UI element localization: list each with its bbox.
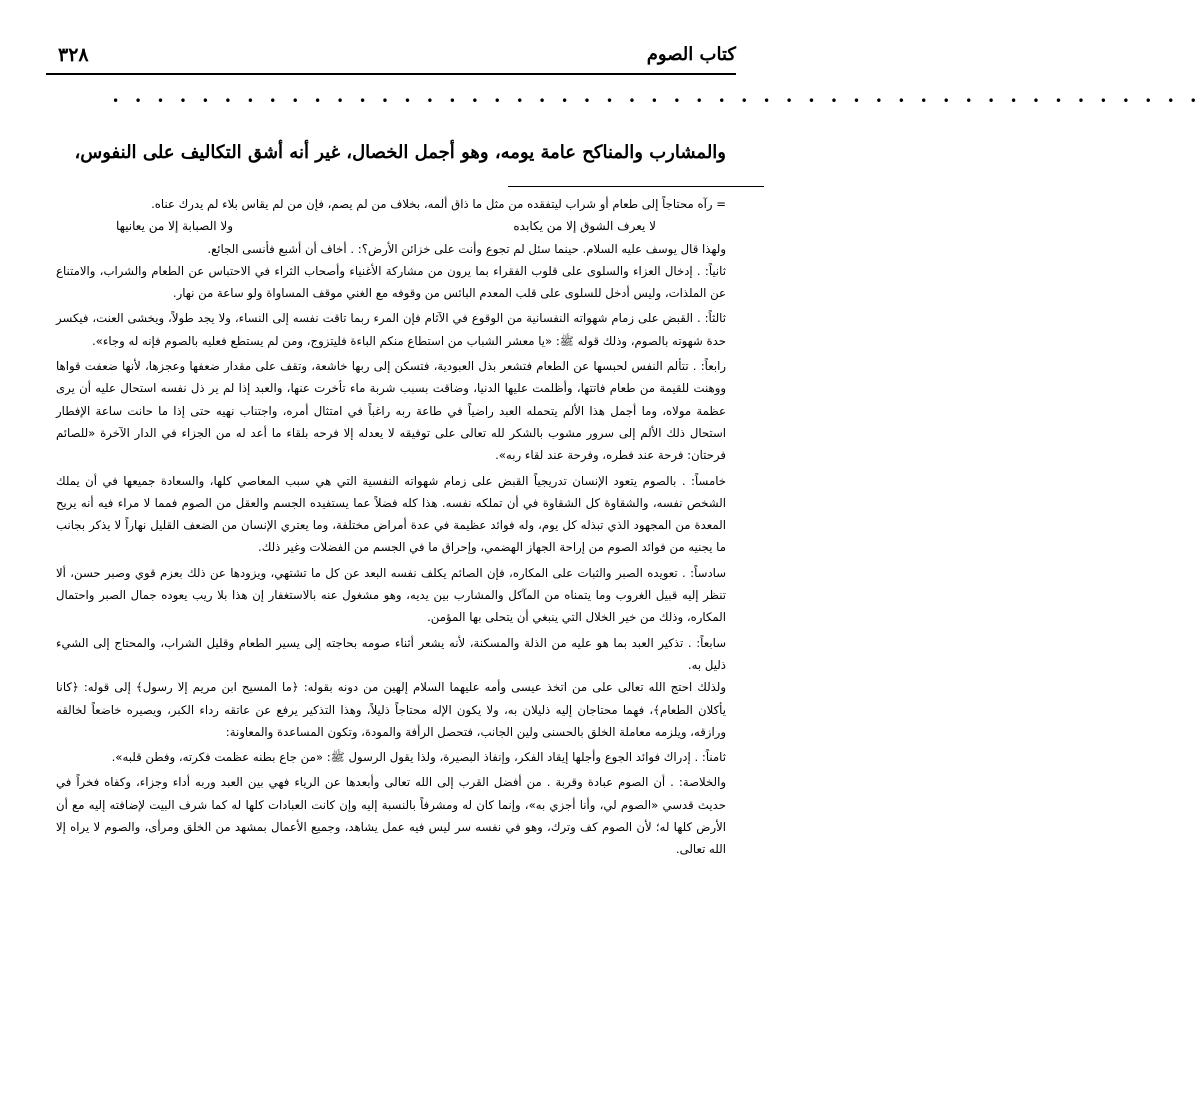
footnote-eighth: ثامناً: . إدراك فوائد الجوع وأجلها إيقاد الفكر، وإنفاذ البصيرة، ولذا يقول الرسول ﷺ: «من جاع بطنه عظمت فكرته، وفطن قلبه».	[111, 750, 726, 765]
footnote-fourth: رابعاً: . تتألم النفس لحبسها عن الطعام فتشعر بذل العبودية، فتسكن إلى ربها خاشعة، وتقف على مقدار ضعفها وعجزها، لأنها ضعفت قواها ووهنت للقيمة من طعام فاتتها، وأظلمت عليها الدنيا، وضاقت بسبب شربة ماء تأخرت عنها، والعبد إذا لم ير ذل نفسه استحال عليه أن يرى عظمة مولاه، وما أجمل هذا الألم يتحمله العبد راضياً في طاعة ربه راغباً في امتثال أمره، واجتناب نهيه حتى إذا ما حانت ساعة الإفطار استحال ذلك الألم إلى سرور مشوب بالشكر لله تعالى على توفيقه لا يعدله إلا فرحه بلقاء ما أعد له من الجزاء في الدار الآخرة «للصائم فرحتان: فرحة عند فطره، وفرحة عند لقاء ربه».	[56, 359, 726, 463]
footnote-yusuf: ولهذا قال يوسف عليه السلام. حينما سئل لم تجوع وأنت على خزائن الأرض؟: . أخاف أن أشبع فأنسى الجائع.	[207, 241, 726, 256]
footnote-argument: ولذلك احتج الله تعالى على من اتخذ عيسى وأمه عليهما السلام إلهين من دونه بقوله: ﴿ما المسيح ابن مريم إلا رسول﴾ إلى قوله: ﴿كانا يأكلان الطعام﴾، فهما محتاجان إليه ذليلان به، ولا يكون الإله محتاجاً ذليلاً، وهذا التذكير يرفع عن عاتقه رداء الكبر، ويصيره خاضعاً لخالقه ورازقه، ويلزمه معاملة الخلق بالحسنى ولين الجانب، فتحصل الرأفة والمودة، وتكون المساعدة والمعاونة:	[56, 680, 726, 739]
footnote-fifth: خامساً: . بالصوم يتعود الإنسان تدريجياً القبض على زمام شهواته النفسية التي هي سبب المعاصي كلها، والسعادة جميعها في أن يملك الشخص نفسه، والشقاوة كل الشقاوة في أن تملكه نفسه. هذا كله فضلاً عما يستفيده الجسم والعقل من الصوم فمما لا مراء فيه أنه يريح المعدة من المجهود الذي تبذله كل يوم، وله فوائد عظيمة في عدة أمراض مختلفة، وما يعتري الإنسان من الضعف القليل نهاراً لا يذكر بجانب ما يجنيه من فوائد الصوم من إراحة الجهاز الهضمي، وإحراق ما في الجسم من الفضلات وغير ذلك.	[56, 473, 726, 555]
footnote-third: ثالثاً: . القبض على زمام شهواته النفسانية من الوقوع في الآثام فإن المرء ربما تاقت نفسه إلى النساء، ولا يجد طولاً، ويخشى العنت، فيكسر حدة شهوته بالصوم، وذلك قوله ﷺ: «يا معشر الشباب من استطاع منكم الباءة فليتزوج، ومن لم يستطع فعليه بالصوم فإنه له وجاء».	[56, 311, 726, 348]
footnote-opening: = رآه محتاجاً إلى طعام أو شراب ليتفقده من مثل ما ذاق ألمه، بخلاف من لم يصم، فإن من لم يقاس بلاء لم يدرك عناه.	[151, 197, 726, 211]
footnote-second: ثانياً: . إدخال العزاء والسلوى على قلوب الفقراء بما يرون من مشاركة الأغنياء وأصحاب الثراء في الاحتباس عن الطعام والشراب، والامتناع عن الملذات، وليس أدخل للسلوى على قلب المعدم البائس من وقوفه مع الغني موقف المساواة ولو ساعة من نهار.	[56, 263, 726, 301]
page-header	[58, 42, 736, 72]
page-number: ٣٢٨	[58, 44, 89, 66]
footnote-sixth: سادساً: . تعويده الصبر والثبات على المكاره، فإن الصائم يكلف نفسه البعد عن كل ما تشتهي، ويزودها عن ذلك بعزم قوي وصبر حسن، ألا تنظر إليه قبيل الغروب وما يتمناه من المآكل والمشارب بين يديه، وهو مشغول عنه بالاستغفار إن هذا بلا ريب يعوده جمال الصبر واحتمال المكاره، وذلك من خير الخلال التي ينبغي أن يتحلى بها المؤمن.	[56, 565, 726, 625]
poetry-verse	[56, 215, 726, 237]
running-title: كتاب الصوم	[646, 44, 736, 65]
verse-first-half: لا يعرف الشوق إلا من يكابده	[513, 219, 656, 234]
footnote-rule	[508, 186, 764, 187]
footnote-conclusion: والخلاصة: . أن الصوم عبادة وقربة . من أفضل القرب إلى الله تعالى وأبعدها عن الرياء فهي بين العبد وربه أداء وجزاء، وكفاه فخراً في حديث قدسي «الصوم لي، وأنا أجزي به»، وإنما كان له ومشرفاً بالنسبة إليه وإن كانت العبادات كلها له كما شرف البيت لإضافته إليه مع أن الأرض كلها له؛ لأن الصوم كف وترك، وهو في نفسه سر ليس فيه عمل يشاهد، وجميع الأعمال بمشهد من الخلق ومرأى، والصوم لا يراه إلا الله تعالى.	[56, 775, 726, 857]
separator-dots: • • • • • • • • • • • • • • • • • • • • • • • • • • • • • • • • • • • • • • • • • • • • • • • • •	[112, 94, 1201, 108]
header-rule	[46, 73, 736, 75]
footnotes	[56, 193, 726, 861]
verse-second-half: ولا الصبابة إلا من يعانيها	[116, 219, 234, 234]
main-text-line: والمشارب والمناكح عامة يومه، وهو أجمل الخصال، غير أنه أشق التكاليف على النفوس،	[74, 142, 726, 163]
footnote-seventh: سابعاً: . تذكير العبد بما هو عليه من الذلة والمسكنة، لأنه يشعر أثناء صومه بحاجته إلى يسير الطعام وقليل الشراب، والمحتاج إلى الشيء ذليل به.	[56, 635, 726, 672]
